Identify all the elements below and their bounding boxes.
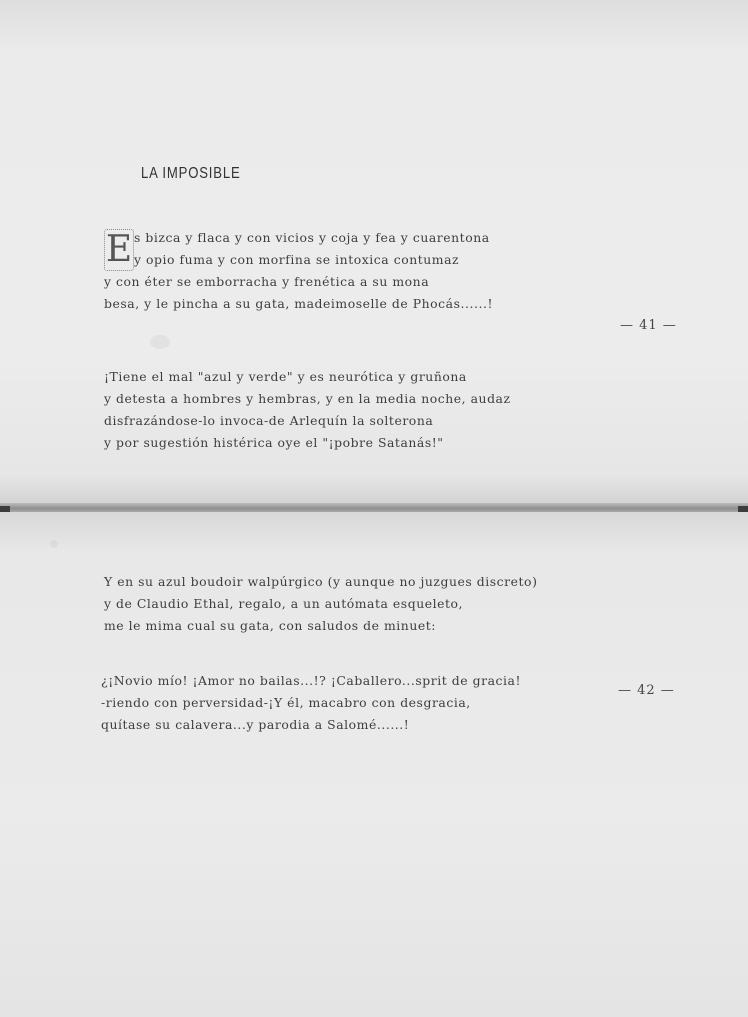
poem-line: y detesta a hombres y hembras, y en la media noche, audaz xyxy=(104,391,511,406)
poem-line: besa, y le pincha a su gata, madeimoselle de Phocás......! xyxy=(104,296,493,311)
poem-line: y por sugestión histérica oye el "¡pobre Satanás!" xyxy=(104,435,444,450)
poem-line: quítase su calavera...y parodia a Salomé......! xyxy=(101,717,410,732)
poem-line: y de Claudio Ethal, regalo, a un autómata esqueleto, xyxy=(104,596,464,611)
page-number-41: — 41 — xyxy=(620,318,677,333)
paper-smudge xyxy=(150,335,170,349)
poem-line: y con éter se emborracha y frenética a su mona xyxy=(104,274,430,289)
stanza-4 xyxy=(101,670,521,736)
poem-line: disfrazándose-lo invoca-de Arlequín la solterona xyxy=(104,413,434,428)
poem-line: ¡Tiene el mal "azul y verde" y es neurótica y gruñona xyxy=(104,369,467,384)
poem-line: me le mima cual su gata, con saludos de minuet: xyxy=(104,618,436,633)
poem-line: ¿¡Novio mío! ¡Amor no bailas...!? ¡Caballero...sprit de gracia! xyxy=(101,673,521,688)
stanza-2 xyxy=(104,366,511,454)
poem-line: Y en su azul boudoir walpúrgico (y aunque no juzgues discreto) xyxy=(104,574,538,589)
drop-cap-letter: E xyxy=(105,229,133,270)
poem-line: s bizca y flaca y con vicios y coja y fea y cuarentona xyxy=(134,230,490,245)
page-number-42: — 42 — xyxy=(618,683,675,698)
stanza-1 xyxy=(104,227,493,315)
stanza-3 xyxy=(104,571,537,637)
poem-line: -riendo con perversidad-¡Y él, macabro con desgracia, xyxy=(101,695,471,710)
paper-smudge xyxy=(50,540,58,548)
poem-title: LA IMPOSIBLE xyxy=(141,165,241,182)
poem-line: y opio fuma y con morfina se intoxica contumaz xyxy=(134,252,460,267)
